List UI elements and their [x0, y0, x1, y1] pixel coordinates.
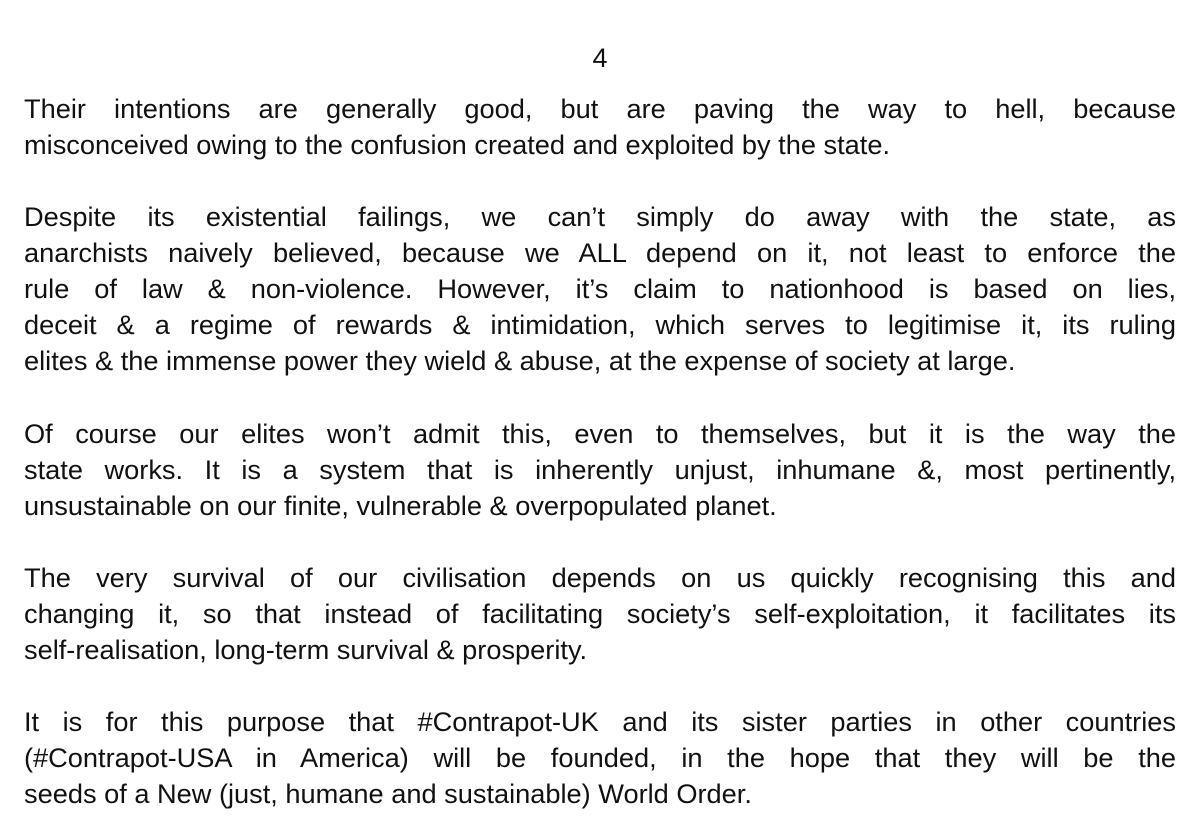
paragraph-line: Their intentions are generally good, but are paving the way to hell, because: [24, 93, 1176, 124]
paragraph-line: state works. It is a system that is inherently unjust, inhumane &, most pertinently,: [24, 454, 1176, 485]
paragraph-line: elites & the immense power they wield & abuse, at the expense of society at large.: [24, 345, 1016, 376]
paragraph-1: [24, 91, 1176, 163]
paragraph-line: seeds of a New (just, humane and sustainable) World Order.: [24, 778, 752, 809]
paragraph-2: [24, 199, 1176, 379]
paragraph-line: self-realisation, long-term survival & prosperity.: [24, 634, 588, 665]
page-number: 4: [592, 43, 608, 73]
paragraph-line: Of course our elites won’t admit this, even to themselves, but it is the way the: [24, 418, 1176, 449]
paragraph-line: rule of law & non-violence. However, it’s claim to nationhood is based on lies,: [24, 273, 1176, 304]
paragraph-line: anarchists naively believed, because we ALL depend on it, not least to enforce the: [24, 237, 1176, 268]
paragraph-line: (#Contrapot-USA in America) will be founded, in the hope that they will be the: [24, 742, 1176, 773]
paragraph-5: [24, 704, 1176, 812]
paragraph-line: It is for this purpose that #Contrapot-UK and its sister parties in other countries: [24, 706, 1176, 737]
paragraph-line: changing it, so that instead of facilitating society’s self-exploitation, it facilitates its: [24, 598, 1176, 629]
paragraph-line: deceit & a regime of rewards & intimidation, which serves to legitimise it, its ruling: [24, 309, 1176, 340]
paragraph-line: The very survival of our civilisation depends on us quickly recognising this and: [24, 562, 1176, 593]
paragraph-3: [24, 416, 1176, 524]
paragraph-4: [24, 560, 1176, 668]
paragraph-line: Despite its existential failings, we can’t simply do away with the state, as: [24, 201, 1176, 232]
paragraph-line: unsustainable on our finite, vulnerable & overpopulated planet.: [24, 490, 777, 521]
paragraph-line: misconceived owing to the confusion created and exploited by the state.: [24, 129, 891, 160]
